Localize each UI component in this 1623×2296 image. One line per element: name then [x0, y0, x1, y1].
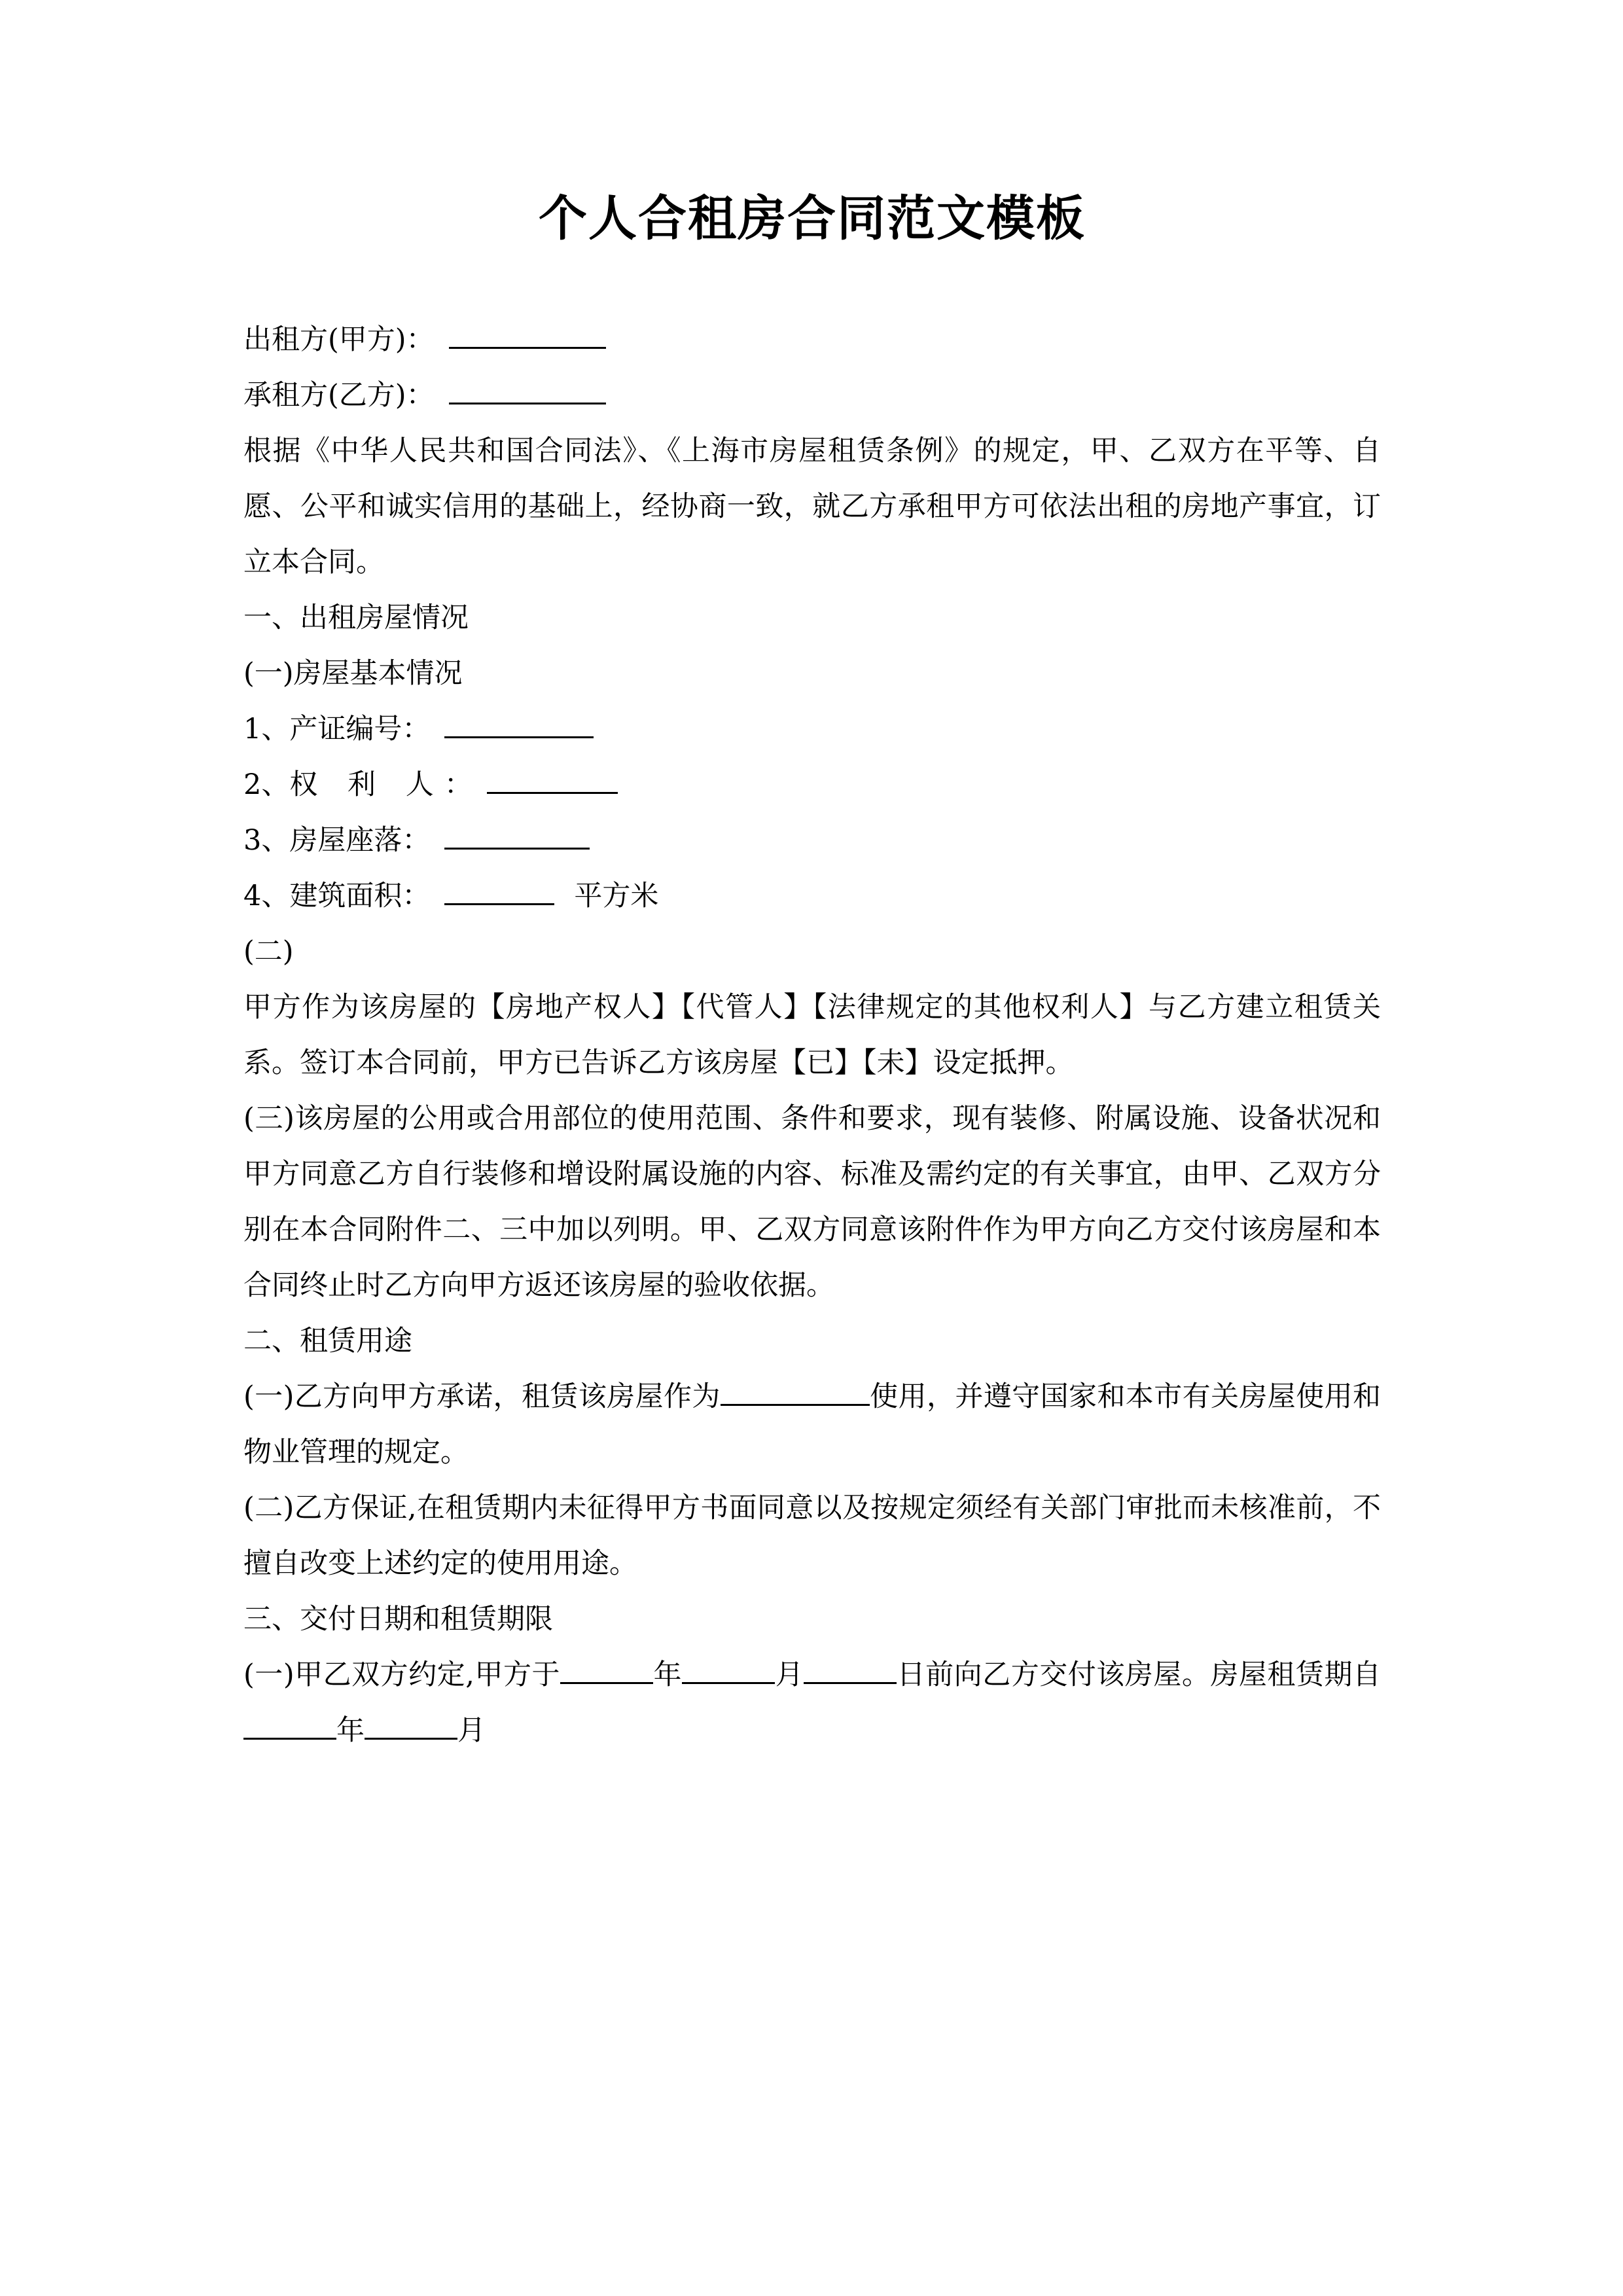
item-index: 2、	[243, 768, 290, 801]
building-area-unit: 平方米	[574, 879, 659, 912]
section-one-sub-two-paragraph: 甲方作为该房屋的【房地产权人】【代管人】【法律规定的其他权利人】与乙方建立租赁关系。签订本合同前，甲方已告诉乙方该房屋【已】【未】设定抵押。	[243, 990, 1381, 1079]
item-house-location	[243, 813, 1381, 869]
lessee-line	[243, 368, 1381, 423]
section-two-sub-one-text-before: (一)乙方向甲方承诺，租赁该房屋作为	[243, 1380, 721, 1413]
section-three-sub-one-paragraph	[243, 1647, 1381, 1759]
section-two-sub-one-text-after: 使用，并遵守国家和本市有关房屋使用和物业管理的规定。	[243, 1380, 1381, 1469]
item-building-area	[243, 869, 1381, 924]
delivery-year-unit: 年	[653, 1658, 683, 1691]
delivery-date-text-before: (一)甲乙双方约定,甲方于	[243, 1658, 561, 1691]
house-location-blank[interactable]	[444, 821, 590, 850]
delivery-year-blank[interactable]	[560, 1656, 653, 1684]
lessor-name-blank[interactable]	[449, 321, 606, 349]
section-one-heading: 一、出租房屋情况	[243, 601, 469, 634]
rental-purpose-blank[interactable]	[721, 1378, 870, 1406]
page-title: 个人合租房合同范文模板	[539, 190, 1086, 247]
delivery-month-blank[interactable]	[682, 1656, 775, 1684]
section-two-sub-one-paragraph	[243, 1369, 1381, 1480]
section-two-sub-two-paragraph: (二)乙方保证,在租赁期内未征得甲方书面同意以及按规定须经有关部门审批而未核准前，不擅自改变上述约定的使用用途。	[243, 1491, 1381, 1580]
item-label: 4、建筑面积：	[243, 879, 431, 912]
item-label: 权 利 人	[289, 768, 444, 801]
section-one-sub-two-heading: (二)	[243, 935, 294, 968]
delivery-day-blank[interactable]	[804, 1656, 897, 1684]
lessor-label: 出租方(甲方)：	[243, 323, 435, 356]
item-label-colon: ：	[444, 768, 473, 801]
lessee-label: 承租方(乙方)：	[243, 378, 435, 412]
document-body	[243, 312, 1381, 1759]
property-certificate-blank[interactable]	[444, 710, 594, 738]
building-area-blank[interactable]	[444, 877, 554, 905]
lessor-line	[243, 312, 1381, 368]
lease-start-year-blank[interactable]	[243, 1712, 336, 1740]
lessee-name-blank[interactable]	[449, 376, 606, 404]
item-label: 1、产证编号：	[243, 712, 431, 745]
lease-start-year-unit: 年	[336, 1713, 365, 1747]
delivery-day-text: 日前向乙方交付该房屋。房屋租赁期自	[897, 1658, 1381, 1691]
preamble-paragraph: 根据《中华人民共和国合同法》、《上海市房屋租赁条例》的规定，甲、乙双方在平等、自愿、公平和诚实信用的基础上，经协商一致，就乙方承租甲方可依法出租的房地产事宜，订立本合同。	[243, 434, 1381, 579]
item-rights-holder	[243, 757, 1381, 813]
delivery-month-unit: 月	[775, 1658, 804, 1691]
lease-start-month-unit: 月	[457, 1713, 486, 1747]
section-two-heading: 二、租赁用途	[243, 1324, 412, 1357]
item-property-certificate	[243, 702, 1381, 757]
section-one-sub-three-paragraph: (三)该房屋的公用或合用部位的使用范围、条件和要求，现有装修、附属设施、设备状况和甲方同意乙方自行装修和增设附属设施的内容、标准及需约定的有关事宜，由甲、乙双方分别在本合同附件二、三中加以列明。甲、乙双方同意该附件作为甲方向乙方交付该房屋和本合同终止时乙方向甲方返还该房屋的验收依据。	[243, 1102, 1381, 1302]
section-three-heading: 三、交付日期和租赁期限	[243, 1602, 553, 1636]
rights-holder-blank[interactable]	[487, 766, 618, 794]
item-label: 3、房屋座落：	[243, 823, 431, 857]
lease-start-month-blank[interactable]	[365, 1712, 457, 1740]
document-content	[243, 0, 1381, 1759]
section-one-sub-one-heading: (一)房屋基本情况	[243, 656, 463, 690]
